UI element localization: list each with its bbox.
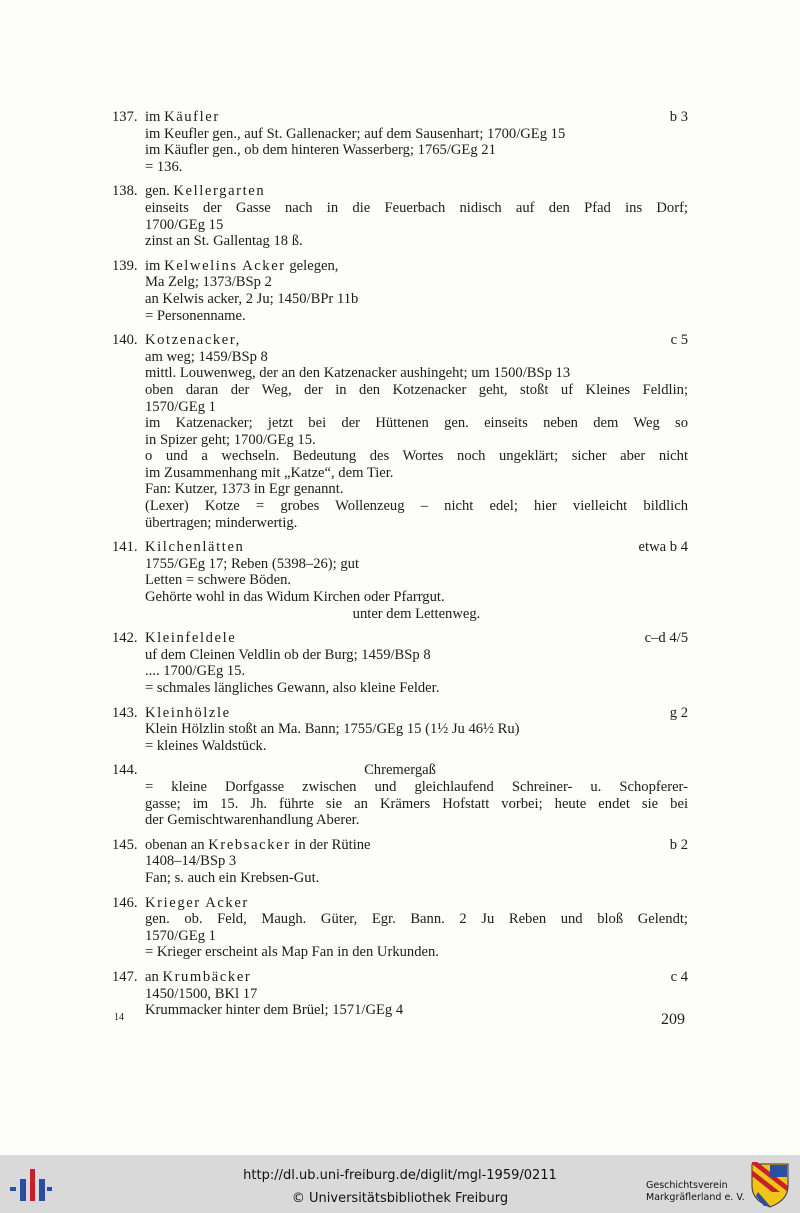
entry-body xyxy=(112,853,688,886)
org-name[interactable] xyxy=(646,1180,745,1204)
entry-line: übertragen; minderwertig. xyxy=(145,514,298,531)
entry xyxy=(112,258,688,324)
entry-name: Käufler xyxy=(164,109,220,125)
entry-line: 1570/GEg 1 xyxy=(145,398,216,415)
entry-line: im Keufler gen., auf St. Gallenacker; auf dem Sausenhart; 1700/GEg 15 xyxy=(145,125,566,142)
entry-line: am weg; 1459/BSp 8 xyxy=(145,348,268,365)
entry-name: Krebsacker xyxy=(208,836,291,853)
entry-line: = Personenname. xyxy=(145,307,246,324)
entry-line: 1450/1500, BKl 17 xyxy=(145,985,258,1002)
entry-line: unter dem Lettenweg. xyxy=(352,605,481,622)
entry-line: = schmales längliches Gewann, also kleine Felder. xyxy=(145,680,440,696)
entry-title xyxy=(145,705,231,722)
entry-list xyxy=(112,109,688,1027)
entry-name: Kleinfeldele xyxy=(145,630,237,647)
entry-prefix: gen. xyxy=(145,183,174,200)
entry-body xyxy=(112,200,688,250)
entry-heading xyxy=(112,895,688,912)
entry-number: 138. xyxy=(112,183,138,200)
entry-line: in Spizer geht; 1700/GEg 15. xyxy=(145,431,316,448)
entry-heading xyxy=(112,837,688,854)
entry-name: Kleinhölzle xyxy=(145,704,231,721)
grid-reference: c–d 4/5 xyxy=(644,630,688,647)
entry-name: Kellergarten xyxy=(173,183,266,200)
entry-line: Fan: Kutzer, 1373 in Egr genannt. xyxy=(145,481,344,498)
entry-body xyxy=(112,911,688,961)
entry-body xyxy=(112,274,688,324)
entry-heading xyxy=(112,630,688,647)
entry-number: 144. xyxy=(112,762,138,779)
entry-prefix: obenan an xyxy=(145,836,209,853)
entry-number: 147. xyxy=(112,968,138,985)
entry-line: im Zusammenhang mit „Katze“, dem Tier. xyxy=(145,464,394,481)
entry-prefix: im xyxy=(145,109,165,125)
entry-line: im Käufler gen., ob dem hinteren Wasserberg; 1765/GEg 21 xyxy=(145,142,496,159)
entry-line: mittl. Louwenweg, der an den Katzenacker aushingeht; um 1500/BSp 13 xyxy=(145,365,571,382)
entry-number: 139. xyxy=(112,257,138,274)
entry-line: Gehörte wohl in das Widum Kirchen oder Pfarrgut. xyxy=(145,589,445,606)
entry-prefix: an xyxy=(145,968,163,985)
signature-mark: 14 xyxy=(114,1012,124,1023)
entry-line: 1570/GEg 1 xyxy=(145,927,216,944)
page-number: 209 xyxy=(661,1011,685,1028)
entry-line: 1408–14/BSp 3 xyxy=(145,853,237,870)
entry-suffix: gelegen, xyxy=(285,257,339,274)
entry-body xyxy=(112,721,688,754)
entry-number: 137. xyxy=(112,109,138,125)
permalink-url[interactable]: http://dl.ub.uni-freiburg.de/diglit/mgl-1959/0211 xyxy=(243,1168,557,1183)
entry-heading xyxy=(112,183,688,200)
entry-title xyxy=(145,183,265,200)
grid-reference: g 2 xyxy=(669,704,688,721)
entry-number: 141. xyxy=(112,539,138,556)
entry xyxy=(112,705,688,755)
entry-line: gasse; im 15. Jh. führte sie an Krämers Hofstatt vorbei; heute endet sie bei xyxy=(145,795,688,812)
entry-line: = Krieger erscheint als Map Fan in den Urkunden. xyxy=(145,944,439,961)
entry-heading xyxy=(112,969,688,986)
entry xyxy=(112,332,688,531)
entry-line: = 136. xyxy=(145,158,183,175)
entry-body xyxy=(112,556,688,622)
entry-line: Fan; s. auch ein Krebsen-Gut. xyxy=(145,869,320,886)
entry-title xyxy=(145,539,244,556)
entry-line: = kleine Dorfgasse zwischen und gleichlaufend Schreiner- u. Schopferer- xyxy=(145,778,688,795)
entry-line: einseits der Gasse nach in die Feuerbach nidisch auf den Pfad ins Dorf; xyxy=(145,199,688,216)
entry-line: 1700/GEg 15 xyxy=(145,216,224,233)
entry xyxy=(112,895,688,961)
entry xyxy=(112,837,688,887)
entry xyxy=(112,183,688,249)
entry-line: im Katzenacker; jetzt bei der Hüttenen gen. einseits neben dem Weg so xyxy=(145,415,688,432)
entry-name: Kelwelins Acker xyxy=(164,257,286,274)
entry-body xyxy=(112,779,688,829)
entry-name: Chremergaß xyxy=(364,762,436,779)
entry-body xyxy=(112,126,688,176)
entry xyxy=(112,969,688,1019)
entry-title xyxy=(145,837,371,854)
entry-prefix: im xyxy=(145,257,165,274)
entry xyxy=(112,630,688,696)
entry-line: o und a wechseln. Bedeutung des Wortes noch ungeklärt; sicher aber nicht xyxy=(145,448,688,465)
entry xyxy=(112,539,688,622)
entry-line: = kleines Waldstück. xyxy=(145,737,267,754)
entry xyxy=(112,762,688,828)
entry-line: Letten = schwere Böden. xyxy=(145,572,292,589)
entry xyxy=(112,109,688,175)
grid-reference: etwa b 4 xyxy=(638,539,688,556)
viewer-footer-bar xyxy=(0,1155,800,1213)
entry-number: 140. xyxy=(112,332,138,349)
entry-body xyxy=(112,647,688,697)
entry-heading xyxy=(112,539,688,556)
entry-title xyxy=(145,332,241,349)
entry-title xyxy=(145,109,220,126)
entry-title xyxy=(145,630,236,647)
entry-line: oben daran der Weg, der in den Kotzenacker geht, stoßt uf Kleines Feldlin; xyxy=(145,381,688,398)
entry-heading xyxy=(112,109,688,126)
org-name-line1: Geschichtsverein xyxy=(646,1180,728,1191)
entry-body xyxy=(112,986,688,1019)
entry-line: 1755/GEg 17; Reben (5398–26); gut xyxy=(145,555,360,572)
entry-line: Krummacker hinter dem Brüel; 1571/GEg 4 xyxy=(145,1002,404,1019)
entry-heading xyxy=(112,705,688,722)
entry-number: 142. xyxy=(112,630,138,647)
entry-line: .... 1700/GEg 15. xyxy=(145,663,246,680)
entry-name: Kilchenlätten xyxy=(145,539,245,556)
entry-line: Ma Zelg; 1373/BSp 2 xyxy=(145,274,272,291)
entry-line: gen. ob. Feld, Maugh. Güter, Egr. Bann. 2 Ju Reben und bloß Gelendt; xyxy=(145,911,688,928)
entry-name: Krumbäcker xyxy=(162,968,252,985)
entry-heading xyxy=(112,762,688,779)
entry-title xyxy=(112,762,688,779)
grid-reference: c 4 xyxy=(670,968,688,985)
entry-line: an Kelwis acker, 2 Ju; 1450/BPr 11b xyxy=(145,290,359,307)
entry-line: Klein Hölzlin stoßt an Ma. Bann; 1755/GEg 15 (1½ Ju 46½ Ru) xyxy=(145,721,520,738)
entry-title xyxy=(145,969,251,986)
entry-line: uf dem Cleinen Veldlin ob der Burg; 1459/BSp 8 xyxy=(145,646,431,663)
grid-reference: b 3 xyxy=(669,109,688,125)
entry-suffix: in der Rütine xyxy=(290,836,371,853)
grid-reference: c 5 xyxy=(670,332,688,349)
entry-title xyxy=(145,258,338,275)
coat-of-arms-icon[interactable] xyxy=(750,1162,790,1208)
grid-reference: b 2 xyxy=(669,836,688,853)
entry-title xyxy=(145,895,249,912)
entry-body xyxy=(112,349,688,532)
entry-line: der Gemischtwarenhandlung Aberer. xyxy=(145,812,360,829)
entry-name: Krieger Acker xyxy=(145,894,249,911)
entry-number: 146. xyxy=(112,894,138,911)
entry-number: 145. xyxy=(112,836,138,853)
entry-name: Kotzenacker, xyxy=(145,332,241,349)
entry-number: 143. xyxy=(112,704,138,721)
copyright-notice: © Universitätsbibliothek Freiburg xyxy=(291,1191,509,1206)
entry-line: (Lexer) Kotze = grobes Wollenzeug – nicht edel; hier vielleicht bildlich xyxy=(145,498,688,515)
entry-line: zinst an St. Gallentag 18 ß. xyxy=(145,233,303,250)
entry-heading xyxy=(112,258,688,275)
entry-heading xyxy=(112,332,688,349)
org-name-line2: Markgräflerland e. V. xyxy=(646,1192,745,1203)
